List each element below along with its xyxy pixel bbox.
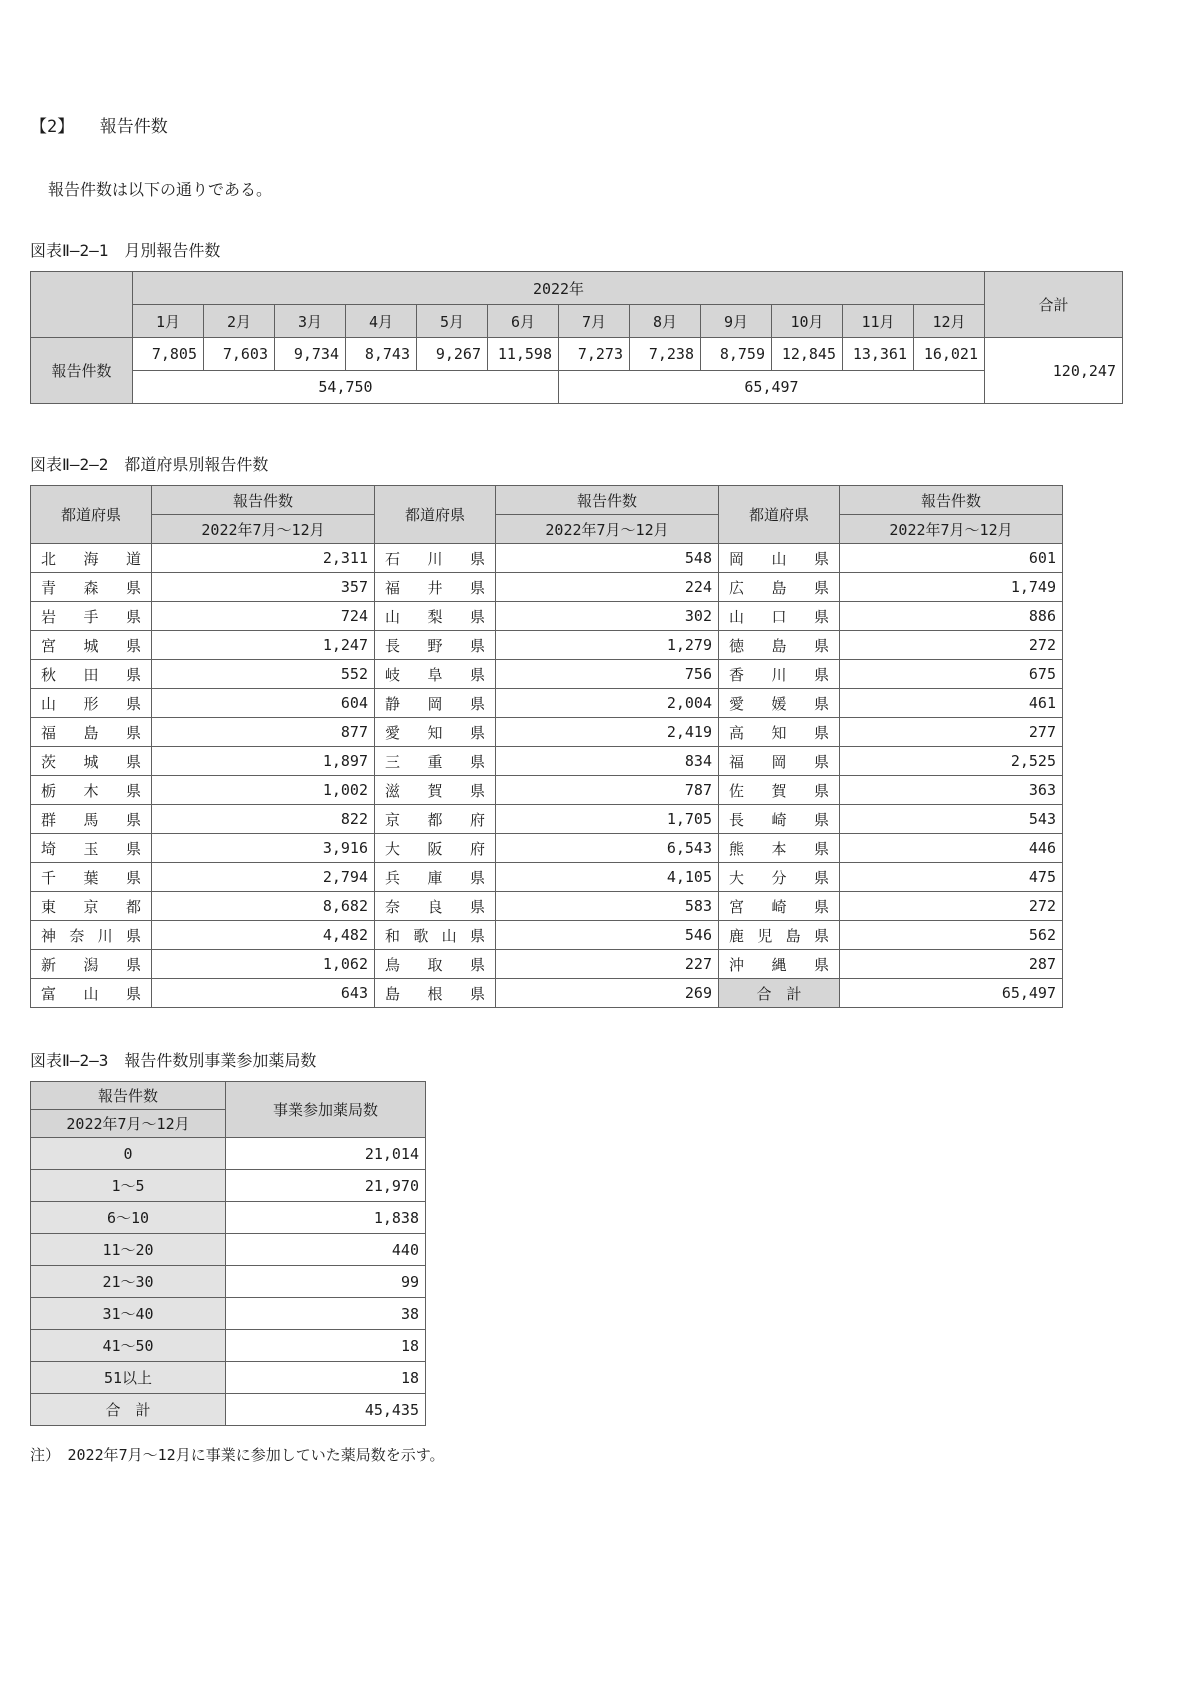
pref-name-cell: 千葉県 — [31, 863, 152, 892]
prefecture-report-table — [30, 485, 1063, 1008]
pref-value-cell: 227 — [496, 950, 719, 979]
pref-value-cell: 287 — [840, 950, 1063, 979]
month-header-cell: 1月 — [133, 305, 204, 338]
t3-count-header-cell: 報告件数 — [31, 1082, 226, 1110]
month-value-cell: 7,273 — [559, 338, 630, 371]
month-header-cell: 7月 — [559, 305, 630, 338]
total-header-cell: 合計 — [985, 272, 1123, 338]
month-header-cell: 9月 — [701, 305, 772, 338]
pref-row — [31, 718, 1063, 747]
pref-row — [31, 660, 1063, 689]
table1-caption: 図表Ⅱ―2―1 月別報告件数 — [30, 241, 221, 260]
pref-value-cell: 446 — [840, 834, 1063, 863]
pref-name-cell: 東京都 — [31, 892, 152, 921]
pref-value-cell: 2,525 — [840, 747, 1063, 776]
pref-name-cell: 茨城県 — [31, 747, 152, 776]
pref-value-cell: 4,482 — [152, 921, 375, 950]
pref-name-cell: 奈良県 — [375, 892, 496, 921]
t3-row — [31, 1362, 426, 1394]
month-header-cell: 5月 — [417, 305, 488, 338]
pref-name-cell: 広島県 — [719, 573, 840, 602]
count-cell: 1,838 — [226, 1202, 426, 1234]
t3-row — [31, 1330, 426, 1362]
pref-name-cell: 福岡県 — [719, 747, 840, 776]
pref-value-cell: 1,749 — [840, 573, 1063, 602]
pref-value-cell: 4,105 — [496, 863, 719, 892]
pref-row — [31, 950, 1063, 979]
month-value-cell: 16,021 — [914, 338, 985, 371]
pref-value-cell: 601 — [840, 544, 1063, 573]
pref-header-cell: 都道府県 — [31, 486, 152, 544]
pref-name-cell: 石川県 — [375, 544, 496, 573]
table3-caption: 図表Ⅱ―2―3 報告件数別事業参加薬局数 — [30, 1051, 317, 1070]
pref-name-cell: 福島県 — [31, 718, 152, 747]
pref-value-cell: 272 — [840, 892, 1063, 921]
second-half-total-cell: 65,497 — [559, 371, 985, 404]
range-cell: 0 — [31, 1138, 226, 1170]
pref-name-cell: 山形県 — [31, 689, 152, 718]
pref-value-cell: 2,004 — [496, 689, 719, 718]
count-cell: 99 — [226, 1266, 426, 1298]
month-header-cell: 3月 — [275, 305, 346, 338]
pref-value-cell: 834 — [496, 747, 719, 776]
pref-subheader-row — [31, 515, 1063, 544]
pref-value-cell: 787 — [496, 776, 719, 805]
first-half-total-cell: 54,750 — [133, 371, 559, 404]
count-header-cell: 報告件数 — [152, 486, 375, 515]
pref-name-cell: 岩手県 — [31, 602, 152, 631]
pref-value-cell: 363 — [840, 776, 1063, 805]
pref-name-cell: 大分県 — [719, 863, 840, 892]
month-header-cell: 2月 — [204, 305, 275, 338]
pref-row — [31, 747, 1063, 776]
month-header-cell: 10月 — [772, 305, 843, 338]
pref-total-label-cell: 合 計 — [719, 979, 840, 1008]
pref-value-cell: 562 — [840, 921, 1063, 950]
pref-value-cell: 583 — [496, 892, 719, 921]
pref-value-cell: 6,543 — [496, 834, 719, 863]
t3-header-row — [31, 1082, 426, 1110]
range-cell: 11～20 — [31, 1234, 226, 1266]
pref-value-cell: 1,897 — [152, 747, 375, 776]
pref-name-cell: 高知県 — [719, 718, 840, 747]
month-value-cell: 7,603 — [204, 338, 275, 371]
pref-value-cell: 552 — [152, 660, 375, 689]
monthly-report-table — [30, 271, 1123, 404]
pref-value-cell: 475 — [840, 863, 1063, 892]
t3-pharmacy-header-cell: 事業参加薬局数 — [226, 1082, 426, 1138]
range-cell: 41～50 — [31, 1330, 226, 1362]
range-cell: 51以上 — [31, 1362, 226, 1394]
count-header-cell: 報告件数 — [840, 486, 1063, 515]
pref-value-cell: 461 — [840, 689, 1063, 718]
pref-name-cell: 三重県 — [375, 747, 496, 776]
pref-name-cell: 熊本県 — [719, 834, 840, 863]
period-header-cell: 2022年7月～12月 — [496, 515, 719, 544]
t3-row — [31, 1170, 426, 1202]
pref-row — [31, 892, 1063, 921]
pref-total-value-cell: 65,497 — [840, 979, 1063, 1008]
pref-value-cell: 2,794 — [152, 863, 375, 892]
month-header-cell: 4月 — [346, 305, 417, 338]
pref-row — [31, 544, 1063, 573]
pref-value-cell: 269 — [496, 979, 719, 1008]
pref-row — [31, 631, 1063, 660]
pref-name-cell: 沖縄県 — [719, 950, 840, 979]
pref-value-cell: 1,247 — [152, 631, 375, 660]
pref-value-cell: 3,916 — [152, 834, 375, 863]
pref-value-cell: 756 — [496, 660, 719, 689]
period-header-cell: 2022年7月～12月 — [840, 515, 1063, 544]
pref-name-cell: 北海道 — [31, 544, 152, 573]
month-value-cell: 13,361 — [843, 338, 914, 371]
pref-name-cell: 新潟県 — [31, 950, 152, 979]
period-header-cell: 2022年7月～12月 — [152, 515, 375, 544]
pref-value-cell: 877 — [152, 718, 375, 747]
pref-row — [31, 805, 1063, 834]
pref-row — [31, 921, 1063, 950]
pref-value-cell: 543 — [840, 805, 1063, 834]
month-value-cell: 8,743 — [346, 338, 417, 371]
pref-header-row — [31, 486, 1063, 515]
t3-total-row — [31, 1394, 426, 1426]
month-value-cell: 9,267 — [417, 338, 488, 371]
pref-row — [31, 834, 1063, 863]
table2-caption: 図表Ⅱ―2―2 都道府県別報告件数 — [30, 455, 269, 474]
pref-name-cell: 佐賀県 — [719, 776, 840, 805]
pref-value-cell: 724 — [152, 602, 375, 631]
pref-row — [31, 602, 1063, 631]
year-header-cell: 2022年 — [133, 272, 985, 305]
pref-value-cell: 1,002 — [152, 776, 375, 805]
count-cell: 18 — [226, 1330, 426, 1362]
range-cell: 31～40 — [31, 1298, 226, 1330]
pref-name-cell: 神奈川県 — [31, 921, 152, 950]
pref-value-cell: 224 — [496, 573, 719, 602]
month-header-cell: 11月 — [843, 305, 914, 338]
count-cell: 21,970 — [226, 1170, 426, 1202]
t3-total-value-cell: 45,435 — [226, 1394, 426, 1426]
pref-value-cell: 272 — [840, 631, 1063, 660]
pref-value-cell: 357 — [152, 573, 375, 602]
pref-name-cell: 兵庫県 — [375, 863, 496, 892]
pref-value-cell: 886 — [840, 602, 1063, 631]
pref-name-cell: 埼玉県 — [31, 834, 152, 863]
month-value-cell: 8,759 — [701, 338, 772, 371]
pref-name-cell: 鳥取県 — [375, 950, 496, 979]
month-value-cell: 7,238 — [630, 338, 701, 371]
month-header-row — [31, 305, 1123, 338]
pref-value-cell: 277 — [840, 718, 1063, 747]
pref-name-cell: 長野県 — [375, 631, 496, 660]
pref-name-cell: 和歌山県 — [375, 921, 496, 950]
year-header-row — [31, 272, 1123, 305]
pref-name-cell: 香川県 — [719, 660, 840, 689]
month-value-cell: 12,845 — [772, 338, 843, 371]
pref-value-cell: 1,705 — [496, 805, 719, 834]
pref-row-last — [31, 979, 1063, 1008]
t3-period-header-cell: 2022年7月～12月 — [31, 1110, 226, 1138]
corner-cell — [31, 272, 133, 338]
t3-row — [31, 1234, 426, 1266]
month-value-cell: 11,598 — [488, 338, 559, 371]
t3-row — [31, 1138, 426, 1170]
pref-name-cell: 福井県 — [375, 573, 496, 602]
pref-name-cell: 静岡県 — [375, 689, 496, 718]
pref-value-cell: 2,419 — [496, 718, 719, 747]
pref-name-cell: 群馬県 — [31, 805, 152, 834]
month-value-cell: 9,734 — [275, 338, 346, 371]
page-heading: 【2】 報告件数 — [30, 117, 168, 137]
footnote: 注） 2022年7月～12月に事業に参加していた薬局数を示す。 — [30, 1446, 445, 1464]
month-values-row — [31, 338, 1123, 371]
pref-value-cell: 822 — [152, 805, 375, 834]
pref-header-cell: 都道府県 — [375, 486, 496, 544]
pref-value-cell: 604 — [152, 689, 375, 718]
pref-name-cell: 岡山県 — [719, 544, 840, 573]
range-cell: 21～30 — [31, 1266, 226, 1298]
pref-value-cell: 302 — [496, 602, 719, 631]
count-cell: 21,014 — [226, 1138, 426, 1170]
pref-value-cell: 1,279 — [496, 631, 719, 660]
t3-row — [31, 1202, 426, 1234]
month-header-cell: 12月 — [914, 305, 985, 338]
pref-value-cell: 546 — [496, 921, 719, 950]
month-value-cell: 7,805 — [133, 338, 204, 371]
pref-row — [31, 863, 1063, 892]
pref-row — [31, 776, 1063, 805]
pref-header-cell: 都道府県 — [719, 486, 840, 544]
count-cell: 440 — [226, 1234, 426, 1266]
pref-name-cell: 山口県 — [719, 602, 840, 631]
t3-row — [31, 1266, 426, 1298]
pref-name-cell: 宮城県 — [31, 631, 152, 660]
pref-value-cell: 548 — [496, 544, 719, 573]
pref-name-cell: 栃木県 — [31, 776, 152, 805]
pref-value-cell: 675 — [840, 660, 1063, 689]
grand-total-cell: 120,247 — [985, 338, 1123, 404]
pref-name-cell: 青森県 — [31, 573, 152, 602]
pref-name-cell: 島根県 — [375, 979, 496, 1008]
pref-name-cell: 富山県 — [31, 979, 152, 1008]
pref-name-cell: 京都府 — [375, 805, 496, 834]
count-cell: 18 — [226, 1362, 426, 1394]
t3-total-label-cell: 合 計 — [31, 1394, 226, 1426]
pref-name-cell: 鹿児島県 — [719, 921, 840, 950]
pref-value-cell: 8,682 — [152, 892, 375, 921]
pref-value-cell: 1,062 — [152, 950, 375, 979]
pref-name-cell: 岐阜県 — [375, 660, 496, 689]
row-label-cell: 報告件数 — [31, 338, 133, 404]
pref-value-cell: 2,311 — [152, 544, 375, 573]
pref-row — [31, 689, 1063, 718]
t3-row — [31, 1298, 426, 1330]
pref-name-cell: 愛知県 — [375, 718, 496, 747]
intro-text: 報告件数は以下の通りである。 — [48, 180, 273, 199]
range-cell: 6～10 — [31, 1202, 226, 1234]
pref-name-cell: 滋賀県 — [375, 776, 496, 805]
pref-name-cell: 宮崎県 — [719, 892, 840, 921]
pref-name-cell: 大阪府 — [375, 834, 496, 863]
pharmacy-participation-table — [30, 1081, 426, 1426]
pref-row — [31, 573, 1063, 602]
range-cell: 1～5 — [31, 1170, 226, 1202]
pref-name-cell: 長崎県 — [719, 805, 840, 834]
pref-value-cell: 643 — [152, 979, 375, 1008]
count-header-cell: 報告件数 — [496, 486, 719, 515]
month-header-cell: 8月 — [630, 305, 701, 338]
half-year-row — [31, 371, 1123, 404]
pref-name-cell: 秋田県 — [31, 660, 152, 689]
month-header-cell: 6月 — [488, 305, 559, 338]
count-cell: 38 — [226, 1298, 426, 1330]
pref-name-cell: 徳島県 — [719, 631, 840, 660]
pref-name-cell: 山梨県 — [375, 602, 496, 631]
pref-name-cell: 愛媛県 — [719, 689, 840, 718]
